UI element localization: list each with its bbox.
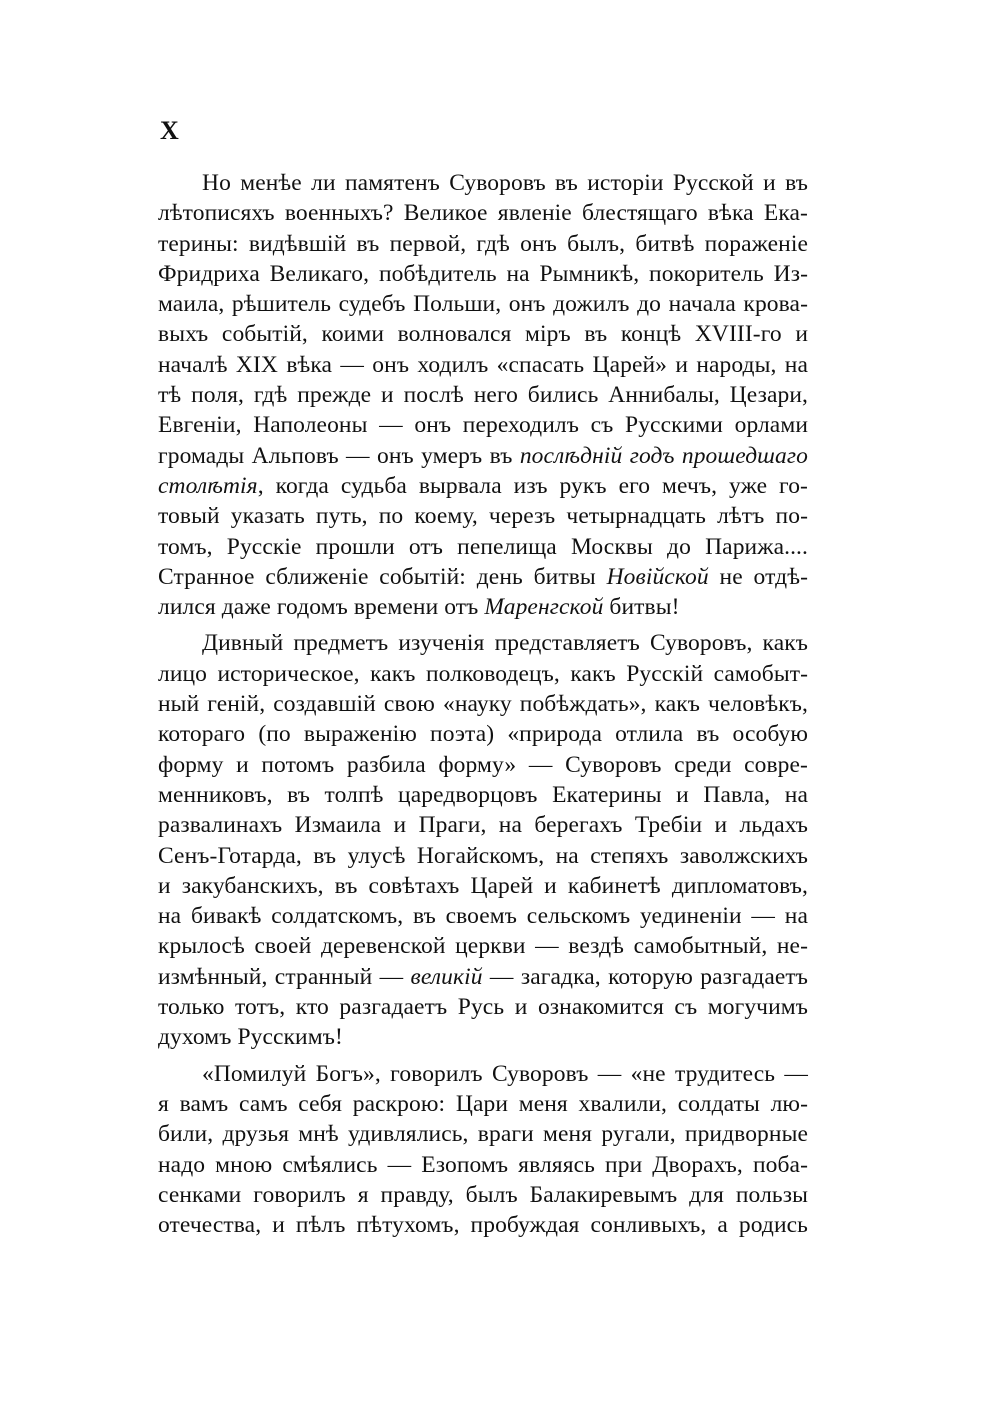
italic-text: Новійской	[606, 563, 709, 590]
body-text	[158, 168, 808, 1240]
paragraph-3	[158, 1059, 808, 1241]
paragraph-1	[158, 168, 808, 622]
text-segment: битвы!	[603, 594, 680, 621]
italic-text: столѣтія	[158, 472, 258, 499]
text-segment: — загадка, которую разгадаетъ	[482, 963, 808, 990]
text-line: только тотъ, кто разгадаетъ Русь и ознакомится съ могучимъ	[158, 994, 808, 1021]
text-line: надо мною смѣялись — Езопомъ являясь при Дворахъ, поба-	[158, 1151, 808, 1178]
italic-text: Маренгской	[484, 594, 604, 621]
text-line: на бивакѣ солдатскомъ, въ своемъ сельскомъ уединеніи — на	[158, 903, 808, 930]
text-segment: не отдѣ-	[708, 563, 808, 590]
text-line: развалинахъ Измаила и Праги, на берегахъ Требіи и льдахъ	[158, 812, 808, 839]
text-line: и закубанскихъ, въ совѣтахъ Царей и кабинетѣ дипломатовъ,	[158, 872, 808, 899]
text-line	[158, 962, 808, 992]
text-line: отечества, и пѣлъ пѣтухомъ, пробуждая сонливыхъ, а родись	[158, 1212, 808, 1239]
text-line: лѣтописяхъ военныхъ? Великое явленіе блестящаго вѣка Ека-	[158, 200, 808, 227]
text-line	[158, 441, 808, 471]
text-line: ный геній, создавшій свою «науку побѣждать», какъ человѣкъ,	[158, 691, 808, 718]
text-line: Евгеніи, Наполеоны — онъ переходилъ съ Русскими орлами	[158, 412, 808, 439]
text-line	[158, 592, 808, 622]
text-line: тѣ поля, гдѣ прежде и послѣ него бились Аннибалы, Цезари,	[158, 382, 808, 409]
text-segment: Странное сближеніе событій: день битвы	[158, 563, 607, 590]
text-line: сенками говорилъ я правду, былъ Балакиревымъ для пользы	[158, 1181, 808, 1208]
text-line: маила, рѣшитель судебъ Польши, онъ дожилъ до начала крова-	[158, 291, 808, 318]
text-line: Дивный предметъ изученія представляетъ Суворовъ, какъ	[202, 630, 808, 657]
text-line: лицо историческое, какъ полководецъ, какъ Русскій самобыт-	[158, 660, 808, 687]
italic-text: послѣдній годъ прошедшаго	[519, 442, 808, 469]
text-line: томъ, Русскіе прошли отъ пепелища Москвы до Парижа....	[158, 533, 808, 560]
text-line: били, друзья мнѣ удивлялись, враги меня ругали, придворные	[158, 1121, 808, 1148]
page-number: X	[160, 116, 179, 145]
text-line: менниковъ, въ толпѣ царедворцовъ Екатерины и Павла, на	[158, 781, 808, 808]
text-line: крылосѣ своей деревенской церкви — вездѣ самобытный, не-	[158, 933, 808, 960]
text-line	[158, 471, 808, 501]
text-line: началѣ XIX вѣка — онъ ходилъ «спасать Царей» и народы, на	[158, 351, 808, 378]
text-line: товый указать путь, по коему, черезъ четырнадцать лѣтъ по-	[158, 503, 808, 530]
text-line: котораго (по выраженію поэта) «природа отлила въ особую	[158, 721, 808, 748]
text-line	[158, 562, 808, 592]
text-line: Фридриха Великаго, побѣдитель на Рымникѣ, покоритель Из-	[158, 260, 808, 287]
text-segment: громады Альповъ — онъ умеръ въ	[158, 442, 520, 469]
text-line: форму и потомъ разбила форму» — Суворовъ среди совре-	[158, 751, 808, 778]
text-line: я вамъ самъ себя раскрою: Цари меня хвалили, солдаты лю-	[158, 1090, 808, 1117]
italic-text: великій	[410, 963, 483, 990]
text-segment: измѣнный, странный —	[158, 963, 411, 990]
text-line: духомъ Русскимъ!	[158, 1024, 343, 1051]
text-line: Сенъ-Готарда, въ улусѣ Ногайскомъ, на степяхъ заволжскихъ	[158, 842, 808, 869]
text-segment: , когда судьба вырвала изъ рукъ его мечъ, уже го-	[257, 472, 808, 499]
text-line: терины: видѣвшій въ первой, гдѣ онъ былъ, битвѣ пораженіе	[158, 230, 808, 257]
text-line: «Помилуй Богъ», говорилъ Суворовъ — «не трудитесь —	[202, 1060, 808, 1087]
text-segment: лился даже годомъ времени отъ	[158, 594, 485, 621]
text-line: Но менѣе ли памятенъ Суворовъ въ исторіи Русской и въ	[202, 170, 808, 196]
paragraph-2	[158, 628, 808, 1052]
text-line: выхъ событій, коими волновался міръ въ концѣ XVIII-го и	[158, 321, 808, 348]
